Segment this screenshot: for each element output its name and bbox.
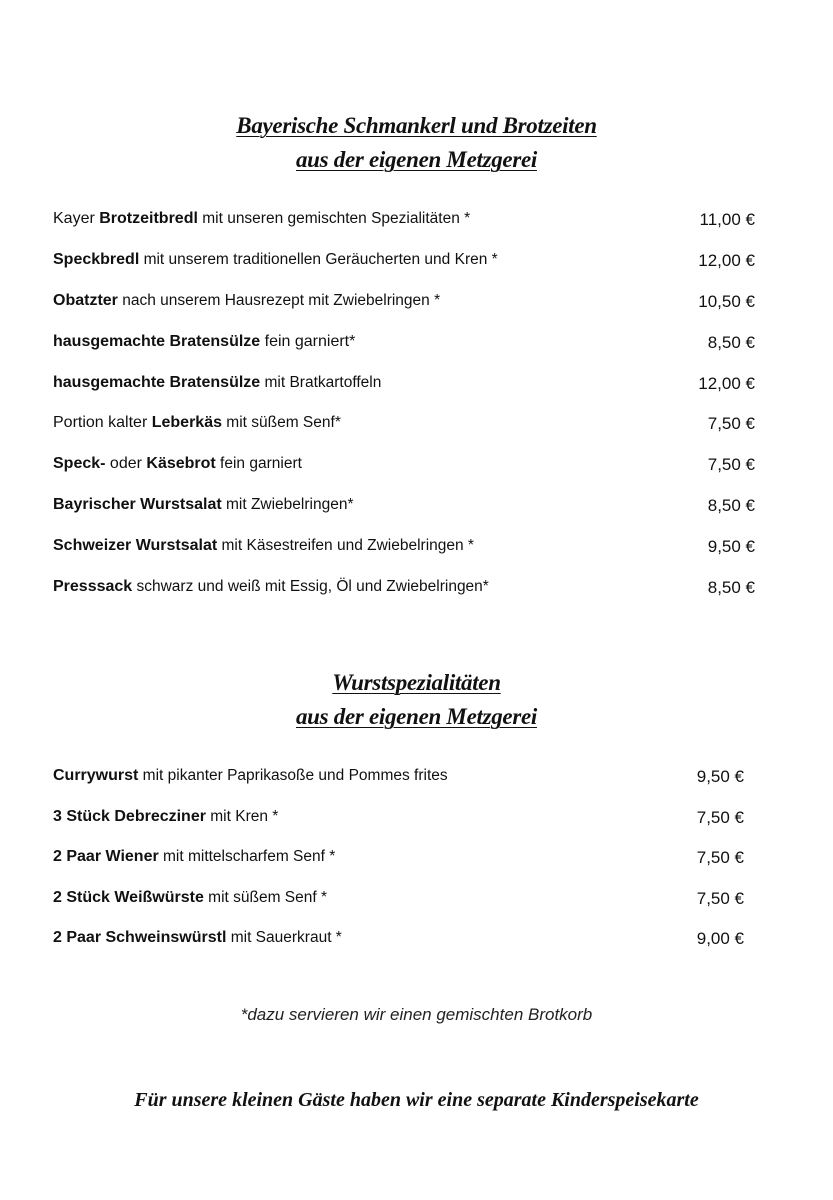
footnote-bread-basket: *dazu servieren wir einen gemischten Brotkorb [240,1005,593,1024]
item-prefix: Kayer [53,210,100,227]
menu-item-description [53,578,489,596]
item-connector: oder [105,455,147,472]
item-name: Obatzter [53,292,118,309]
menu-item [53,537,758,561]
menu-item-description [53,455,302,473]
menu-item-price: 12,00 € [698,374,755,393]
item-detail: mit unseren gemischten Spezialitäten * [197,210,471,227]
menu-item-description [53,292,440,310]
item-name: 2 Paar Schweinswürstl [53,929,227,946]
menu-item-price: 9,50 € [696,767,744,786]
menu-item [53,767,758,791]
menu-item-price: 10,50 € [698,292,755,311]
menu-item [53,578,758,602]
menu-item [53,414,758,438]
item-detail: fein garniert [215,455,302,472]
item-name: 2 Stück Weißwürste [53,889,204,906]
item-detail: mit unserem traditionellen Geräucherten und Kren * [139,251,498,268]
item-detail: mit Käsestreifen und Zwiebelringen * [217,537,474,554]
item-name: Speck- [53,455,106,472]
kids-menu-notice: Für unsere kleinen Gäste haben wir eine separate Kinderspeisekarte [134,1089,699,1111]
item-detail: mit pikanter Paprikasoße und Pommes frites [138,767,448,784]
menu-item-price: 7,50 € [707,455,755,474]
menu-item-price: 9,00 € [696,929,744,948]
menu-item-description [53,537,474,555]
menu-item-price: 7,50 € [696,808,744,827]
menu-item-description [53,889,327,907]
menu-item-description [53,929,342,947]
menu-item-price: 7,50 € [696,848,744,867]
item-detail: nach unserem Hausrezept mit Zwiebelringen * [117,292,441,309]
item-prefix: Portion kalter [53,414,152,431]
menu-item-price: 8,50 € [707,578,755,597]
menu-item-description [53,251,498,269]
menu-item [53,808,758,832]
menu-item-price: 7,50 € [696,889,744,908]
section-heading-wurst-line2: aus der eigenen Metzgerei [295,704,537,729]
item-detail: mit mittelscharfem Senf * [158,848,336,865]
item-name: Presssack [53,578,133,595]
item-detail: mit süßem Senf* [221,414,341,431]
menu-item-price: 11,00 € [699,210,755,229]
section-heading-brotzeiten-line1: Bayerische Schmankerl und Brotzeiten [236,113,597,138]
menu-item-description [53,210,470,228]
menu-item-description [53,808,278,826]
item-detail: fein garniert* [260,333,356,350]
item-name: 2 Paar Wiener [53,848,159,865]
menu-item-description [53,848,335,866]
menu-item [53,251,758,275]
item-name: 3 Stück Debrecziner [53,808,206,825]
menu-item-price: 7,50 € [707,414,755,433]
item-detail: mit Kren * [205,808,279,825]
item-detail: mit Bratkartoffeln [260,374,382,391]
item-name: hausgemachte Bratensülze [53,333,261,350]
item-name: Leberkäs [151,414,222,431]
menu-item-price: 8,50 € [707,333,755,352]
menu-item-description [53,496,353,514]
menu-item-description [53,414,341,432]
menu-item [53,210,758,234]
menu-item-price: 12,00 € [698,251,755,270]
menu-item [53,848,758,872]
menu-item-price: 8,50 € [707,496,755,515]
menu-item-description [53,333,355,351]
item-name: Brotzeitbredl [99,210,198,227]
item-name: Schweizer Wurstsalat [53,537,218,554]
menu-item [53,292,758,316]
item-detail: mit Zwiebelringen* [221,496,354,513]
menu-item [53,374,758,398]
menu-item-description [53,767,448,785]
menu-item [53,929,758,953]
menu-item [53,333,758,357]
item-name: Bayrischer Wurstsalat [53,496,222,513]
item-name: Currywurst [53,767,139,784]
menu-item [53,455,758,479]
menu-item [53,496,758,520]
item-name: hausgemachte Bratensülze [53,374,261,391]
item-detail: mit süßem Senf * [203,889,328,906]
menu-item [53,889,758,913]
section-heading-wurst-line1: Wurstspezialitäten [332,670,501,695]
section-heading-brotzeiten-line2: aus der eigenen Metzgerei [295,147,537,172]
item-detail: mit Sauerkraut * [226,929,342,946]
menu-item-description [53,374,381,392]
item-name-2: Käsebrot [146,455,216,472]
item-name: Speckbredl [53,251,140,268]
item-detail: schwarz und weiß mit Essig, Öl und Zwiebelringen* [132,578,489,595]
menu-item-price: 9,50 € [707,537,755,556]
